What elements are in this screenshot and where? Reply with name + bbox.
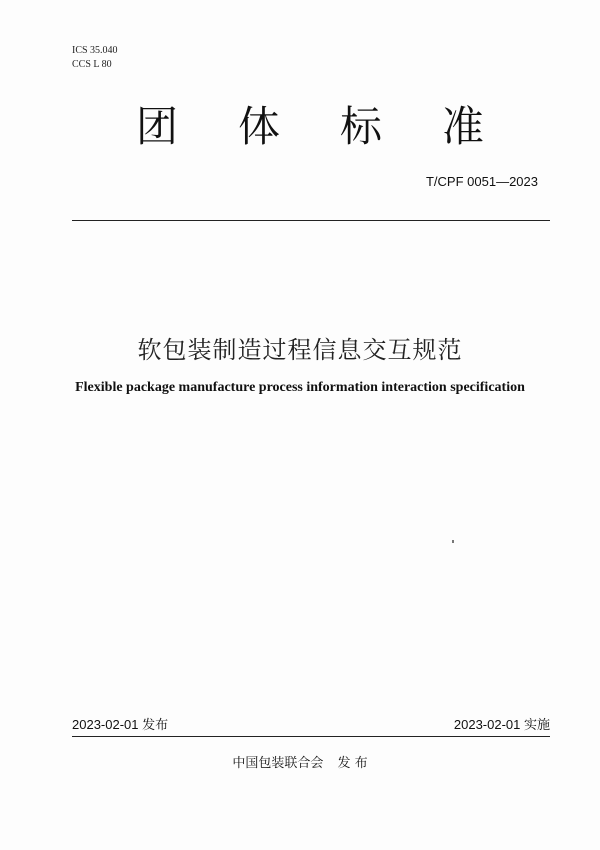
bottom-divider (72, 736, 550, 737)
ics-code: ICS 35.040 (72, 45, 118, 56)
publisher-org: 中国包装联合会 (232, 756, 324, 771)
top-divider (72, 220, 550, 221)
title-chinese: 软包装制造过程信息交互规范 (137, 336, 463, 364)
standard-type-heading: 团体标准 (136, 102, 545, 151)
publisher-action: 发 布 (337, 756, 368, 771)
ccs-code: CCS L 80 (72, 59, 112, 70)
standard-number: T/CPF 0051—2023 (425, 174, 538, 189)
publisher-line (0, 752, 600, 771)
implement-date: 2023-02-01 实施 (453, 717, 550, 732)
title-english: Flexible package manufacture process information interaction specification (75, 380, 525, 395)
scan-speck (452, 540, 454, 543)
issue-date: 2023-02-01 发布 (72, 717, 169, 732)
classification-codes (72, 44, 118, 72)
